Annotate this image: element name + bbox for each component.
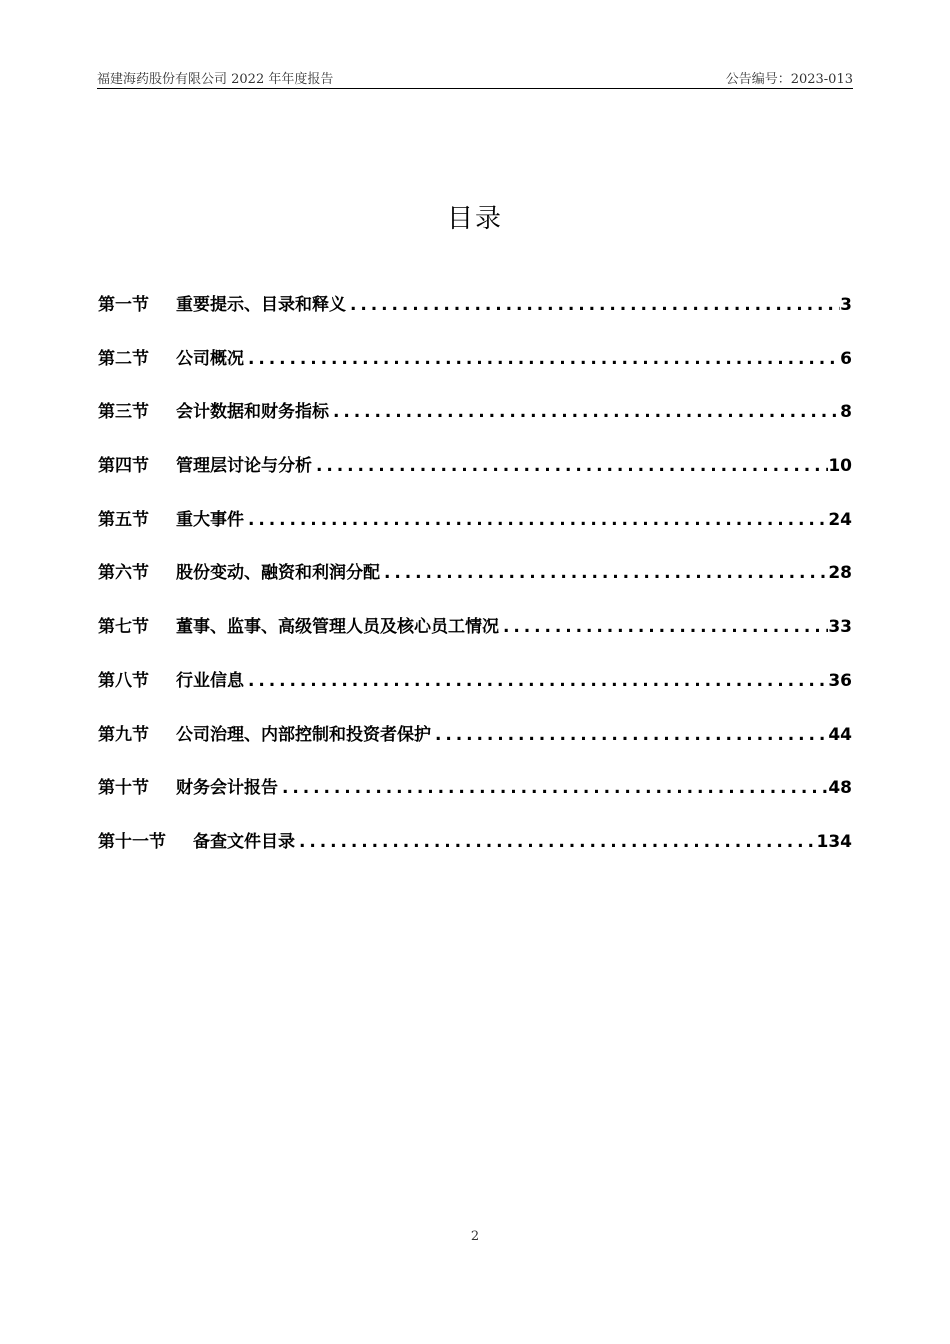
- toc-page-number: 33: [828, 617, 852, 638]
- toc-leader-dots: [244, 510, 828, 530]
- toc-section-name: 行业信息: [176, 670, 244, 691]
- toc-section-name: 公司概况: [176, 348, 244, 369]
- toc-leader-dots: [244, 671, 828, 691]
- toc-section-label: 第五节: [98, 509, 149, 530]
- toc-section-name: 董事、监事、高级管理人员及核心员工情况: [176, 617, 499, 638]
- toc-item-10[interactable]: [98, 773, 852, 827]
- header-report-title: 福建海药股份有限公司 2022 年年度报告: [97, 72, 334, 87]
- toc-item-2[interactable]: [98, 344, 852, 398]
- toc-page-number: 134: [816, 831, 852, 852]
- toc-item-5[interactable]: [98, 505, 852, 559]
- toc-item-6[interactable]: [98, 558, 852, 612]
- header-announcement-number: 公告编号：2023-013: [725, 72, 853, 87]
- toc-section-label: 第七节: [98, 617, 149, 638]
- toc-section-name: 股份变动、融资和利润分配: [176, 563, 380, 584]
- toc-section-label: 第一节: [98, 295, 149, 315]
- toc-leader-dots: [499, 617, 828, 637]
- toc-section-name: 重大事件: [176, 509, 244, 530]
- toc-section-label: 第六节: [98, 563, 149, 584]
- toc-section-label: 第三节: [98, 402, 149, 423]
- toc-item-1[interactable]: [98, 290, 852, 344]
- toc-section-name: 管理层讨论与分析: [176, 456, 312, 477]
- toc-item-9[interactable]: [98, 720, 852, 774]
- toc-section-name: 财务会计报告: [176, 778, 278, 799]
- toc-leader-dots: [329, 402, 840, 422]
- toc-section-name: 会计数据和财务指标: [176, 402, 329, 423]
- toc-item-4[interactable]: [98, 451, 852, 505]
- toc-item-11[interactable]: [98, 827, 852, 881]
- toc-item-7[interactable]: [98, 612, 852, 666]
- toc-leader-dots: [380, 563, 828, 583]
- toc-leader-dots: [431, 725, 828, 745]
- toc-section-label: 第十一节: [98, 831, 166, 852]
- toc-leader-dots: [244, 349, 840, 369]
- page-number: 2: [470, 1229, 480, 1244]
- toc-section-label: 第十节: [98, 778, 149, 799]
- toc-section-label: 第四节: [98, 456, 149, 477]
- toc-section-label: 第九节: [98, 724, 149, 745]
- table-of-contents: [98, 290, 852, 881]
- toc-page-number: 6: [840, 348, 852, 369]
- toc-page-number: 36: [828, 670, 852, 691]
- toc-section-name: 重要提示、目录和释义: [176, 295, 346, 315]
- page-header: [97, 68, 853, 89]
- toc-leader-dots: [295, 832, 817, 852]
- toc-section-name: 公司治理、内部控制和投资者保护: [176, 724, 431, 745]
- toc-section-label: 第二节: [98, 348, 149, 369]
- toc-page-number: 28: [828, 563, 852, 584]
- toc-page-number: 8: [840, 402, 852, 423]
- toc-page-number: 24: [828, 509, 852, 530]
- toc-item-3[interactable]: [98, 397, 852, 451]
- page-title: 目录: [446, 204, 503, 234]
- toc-page-number: 44: [828, 724, 852, 745]
- toc-page-number: 3: [840, 295, 852, 315]
- toc-page-number: 10: [828, 456, 852, 477]
- toc-page-number: 48: [828, 778, 852, 799]
- toc-leader-dots: [312, 456, 828, 476]
- toc-item-8[interactable]: [98, 666, 852, 720]
- toc-section-name: 备查文件目录: [193, 831, 295, 852]
- toc-section-label: 第八节: [98, 670, 149, 691]
- toc-leader-dots: [278, 778, 828, 798]
- toc-leader-dots: [346, 295, 840, 315]
